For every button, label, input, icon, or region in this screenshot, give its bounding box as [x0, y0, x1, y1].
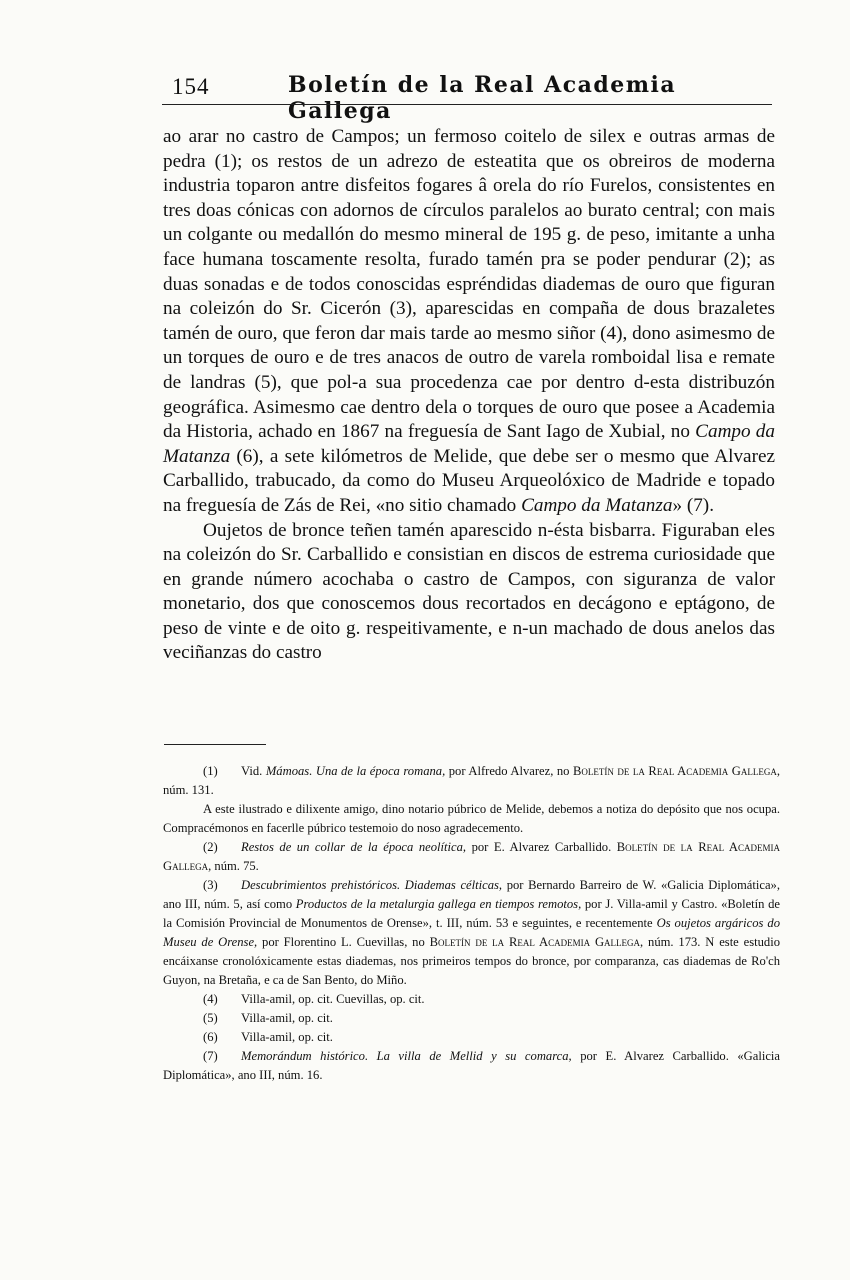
footnote-6: (6) Villa-amil, op. cit. — [203, 1030, 333, 1044]
footnote-rule — [164, 744, 266, 745]
running-header — [162, 72, 770, 124]
header-rule — [162, 104, 772, 105]
footnote-4: (4) Villa-amil, op. cit. Cuevillas, op. cit. — [203, 992, 425, 1006]
footnote-1-extra: A este ilustrado e dilixente amigo, dino notario púbrico de Melide, debemos a notiza do depósito que nos ocupa. Compracémonos en facerlle púbrico testemoio do noso agradecemento. — [163, 802, 780, 835]
body-paragraph: ao arar no castro de Campos; un fermoso coitelo de silex e outras armas de pedra (1); os restos de un adrezo de esteatita que os obreiros de moderna industria toparon antre disfeitos fogares â orela do río Furelos, consistentes en tres doas cónicas con adornos de círculos paralelos ao burato central; con mais un colgante ou medallón do mesmo mineral de 195 g. de peso, imitante a unha face humana toscamente resolta, furado tamén pra se poder pendurar (2); as duas sonadas e de todos conoscidas espréndidas diademas de ouro que figuran na coleizón do Sr. Cicerón (3), aparescidas en compaña de dous brazaletes tamén de ouro, que feron dar mais tarde ao mesmo siñor (4), dono asimesmo de un torques de ouro e de tres anacos de outro de varela romboidal lisa e remate de landras (5), que pol-a sua procedenza cae por dentro d-esta distribuzón geográfica. Asimesmo cae dentro dela o torques de ouro que posee a Academia da Historia, achado en 1867 na freguesía de Sant Iago de Xubial, no Campo da Matanza (6), a sete kilómetros de Melide, que debe ser o mesmo que Alvarez Carballido, trabucado, da como do Museu Arqueolóxico de Madride e topado na freguesía de Zás de Rei, «no sitio chamado Campo da Matanza» (7). — [163, 126, 775, 516]
page-number: 154 — [172, 74, 210, 99]
body-paragraph: Oujetos de bronce teñen tamén aparescido n-ésta bisbarra. Figuraban eles na coleizón do Sr. Carballido e consistian en discos de estrema curiosidade que en grande número acochaba o castro de Campos, con siguranza de valor monetario, dos que conoscemos dous recortados en decágono e eptágono, de peso de vinte e de oito g. respeitivamente, e n-un machado de dous anelos das veciñanzas do castro — [163, 519, 775, 664]
footnotes — [163, 762, 780, 1085]
footnote-2: (2) Restos de un collar de la época neolítica, por E. Alvarez Carballido. Boletín de la Real Academia Gallega, núm. 75. — [163, 840, 780, 873]
footnote-7: (7) Memorándum histórico. La villa de Mellid y su comarca, por E. Alvarez Carballido. «Galicia Diplomática», ano III, núm. 16. — [163, 1049, 781, 1082]
body-text — [163, 125, 775, 666]
footnote-1: (1) Vid. Mámoas. Una de la época romana, por Alfredo Alvarez, no Boletín de la Real Academia Gallega, núm. 131. — [163, 764, 780, 797]
running-title: Boletín de la Real Academia Gallega — [288, 72, 677, 124]
footnote-5: (5) Villa-amil, op. cit. — [203, 1011, 333, 1025]
footnote-3: (3) Descubrimientos prehistóricos. Diademas célticas, por Bernardo Barreiro de W. «Galicia Diplomática», ano III, núm. 5, así como Productos de la metalurgia gallega en tiempos remotos, por J. Villa-amil y Castro. «Boletín de la Comisión Provincial de Monumentos de Orense», t. III, núm. 53 e seguintes, e recentemente Os oujetos argáricos do Museu de Orense, por Florentino L. Cuevillas, no Boletín de la Real Academia Gallega, núm. 173. N este estudio encáixanse cronolóxicamente estas diademas, nos primeiros tempos do bronce, por comparanza, cas diademas de Ro'ch Guyon, na Bretaña, e ca de San Bento, do Miño. — [163, 878, 780, 987]
